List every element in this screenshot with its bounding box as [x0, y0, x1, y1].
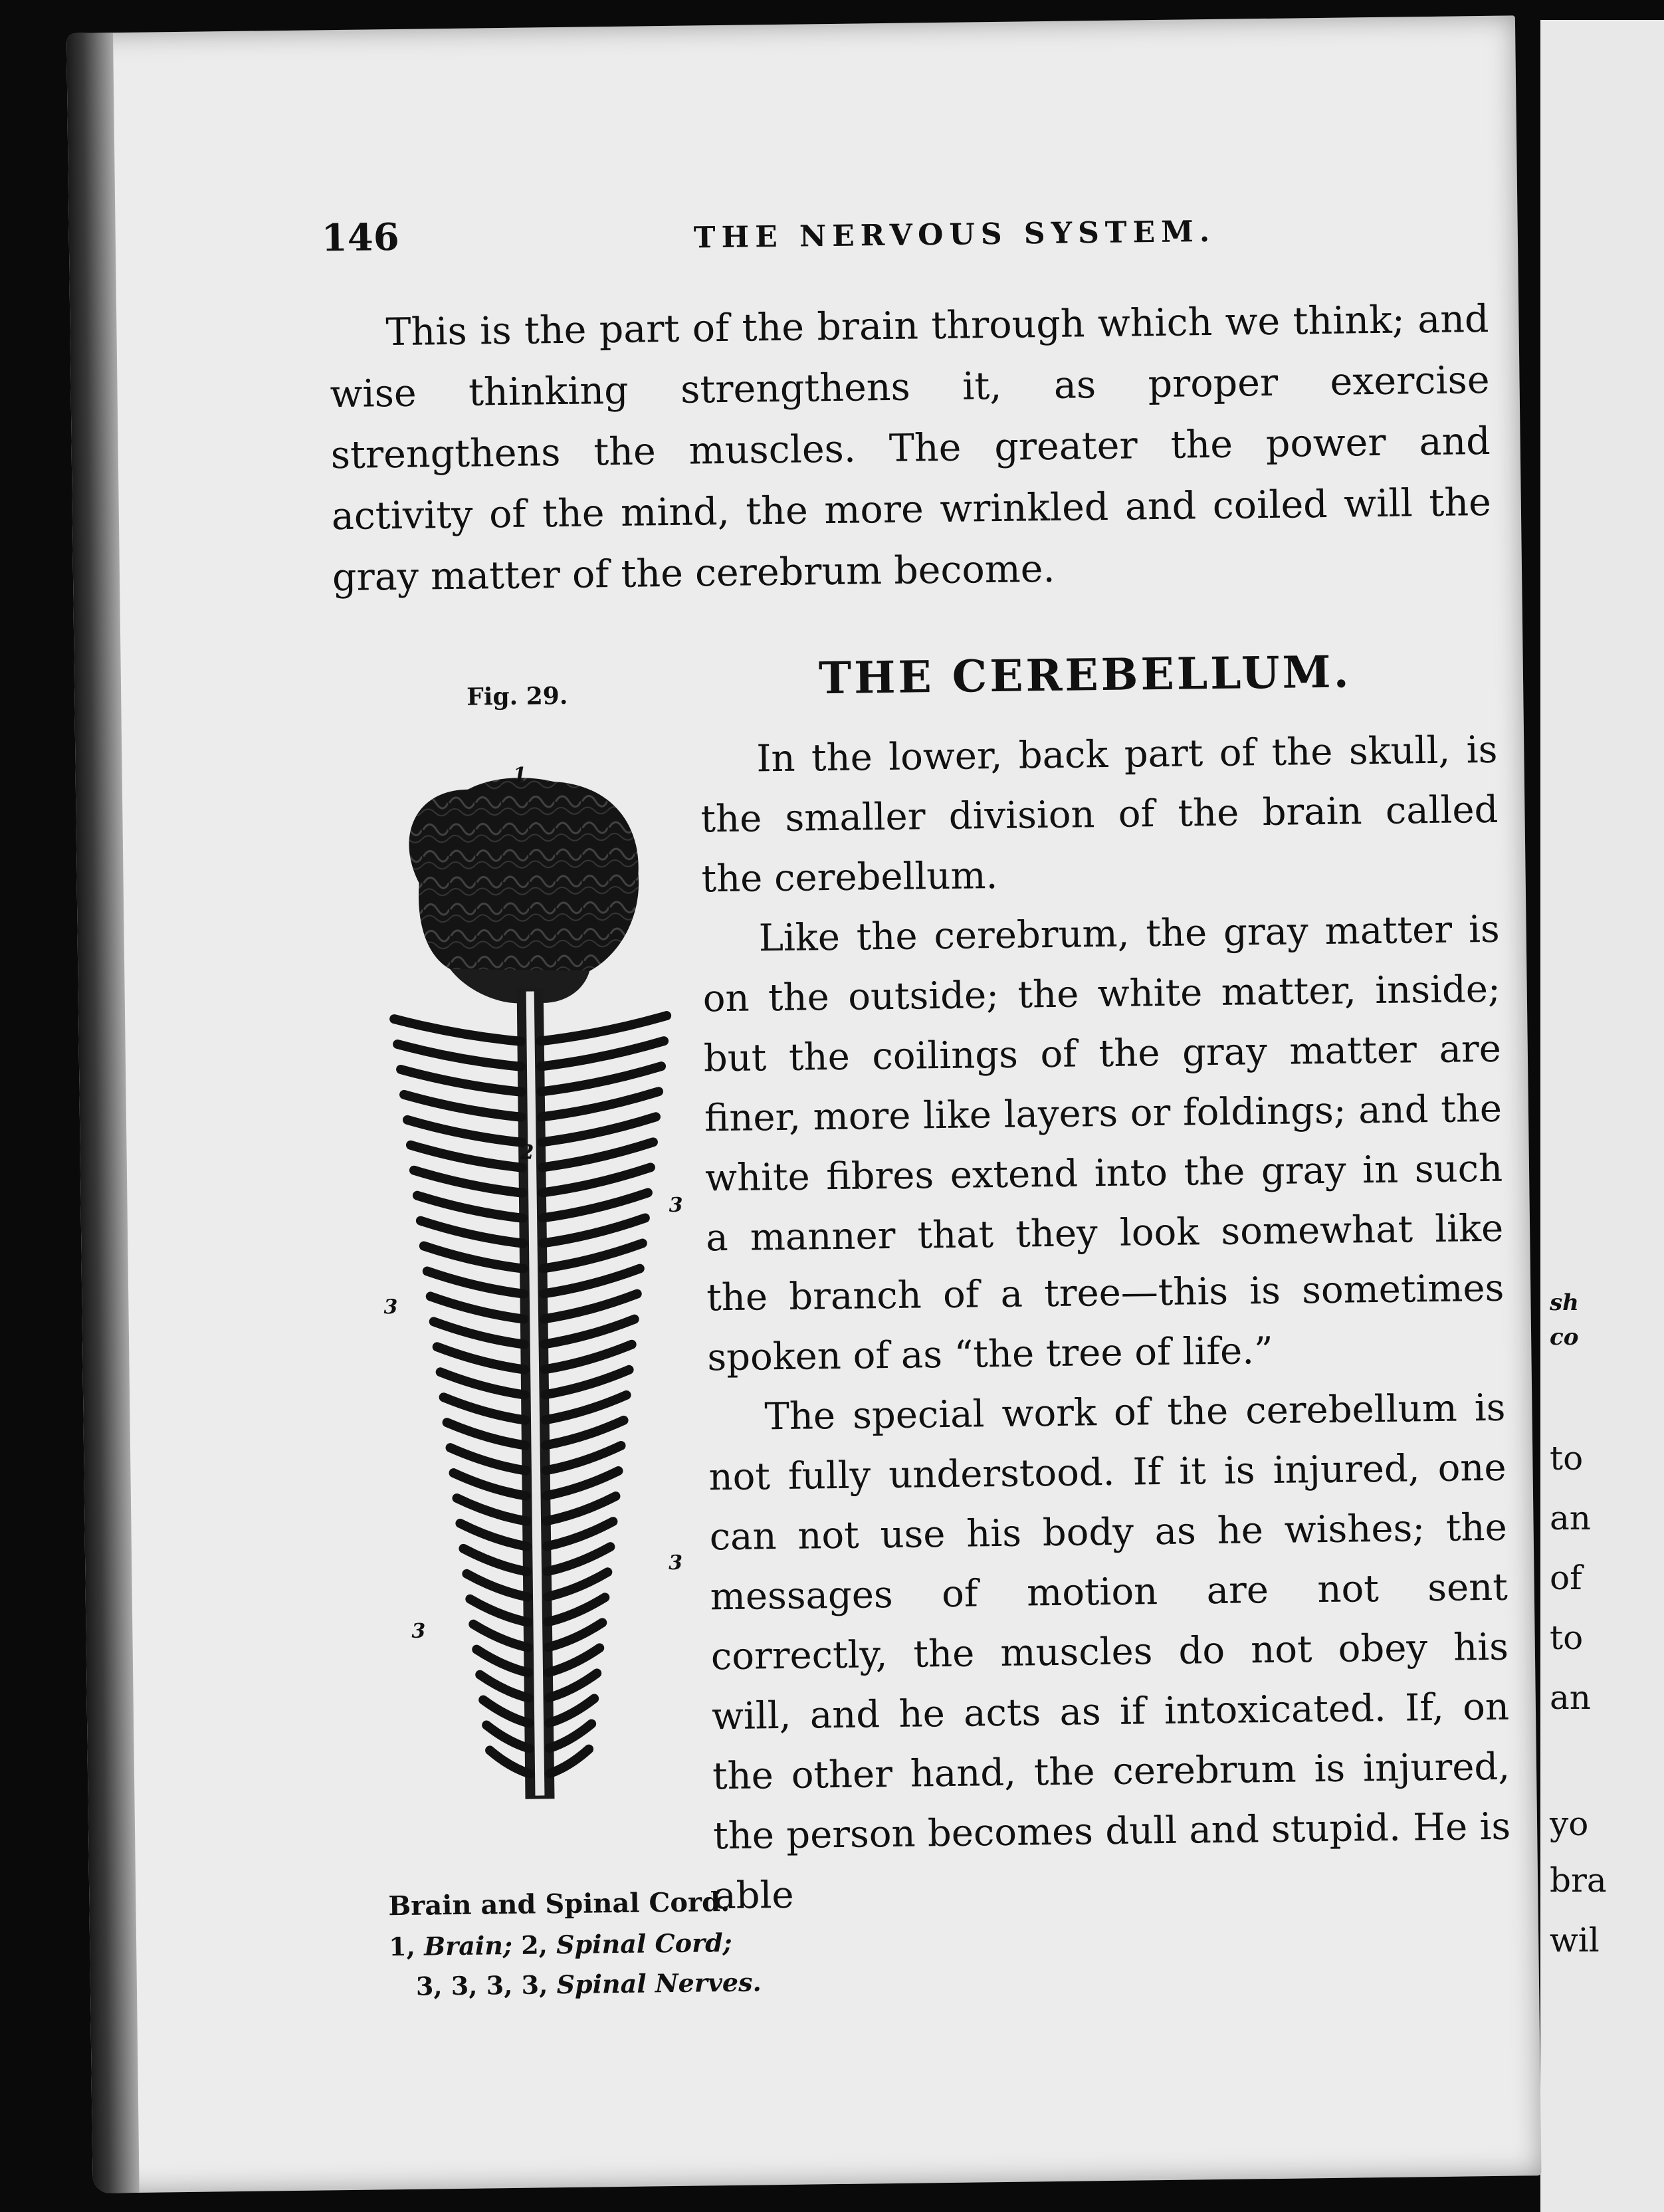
nerve-branch-right [544, 1319, 635, 1345]
nerve-branch-left [483, 1700, 529, 1724]
section-paragraph: In the lower, back part of the skull, is the smaller division of the brain called the cerebellum. [700, 728, 1499, 901]
adjacent-page-fragment: an [1550, 1499, 1592, 1537]
adjacent-page-fragment: to [1550, 1618, 1584, 1657]
nerve-branch-right [544, 1294, 637, 1319]
nerve-branch-right [548, 1622, 602, 1647]
adjacent-page-fragment: an [1550, 1678, 1592, 1717]
adjacent-page [1540, 20, 1664, 2212]
nerve-branch-left [441, 1371, 525, 1396]
nerve-branch-left [447, 1422, 526, 1446]
caption-number: 1, [388, 1931, 416, 1962]
nerve-branch-left [417, 1194, 523, 1220]
nerve-branch-left [460, 1523, 526, 1547]
adjacent-page-fragment: of [1550, 1559, 1582, 1597]
nerve-branch-right [542, 1167, 651, 1192]
nerve-branch-right [546, 1420, 624, 1445]
nerve-branch-right [548, 1597, 605, 1622]
nerve-branch-left [444, 1396, 526, 1421]
nerve-branch-right [544, 1269, 640, 1294]
nerve-branch-left [470, 1599, 528, 1623]
nerve-branch-right [542, 1142, 653, 1167]
nerve-branch-right [543, 1218, 645, 1243]
nerve-branch-left [463, 1548, 527, 1573]
nerve-branch-right [549, 1698, 595, 1723]
nerve-branch-right [546, 1521, 613, 1546]
adjacent-page-fragment: bra [1550, 1861, 1607, 1900]
figure-caption-line [416, 1967, 762, 2001]
figure-number-label: 2 [520, 1141, 534, 1164]
running-title: THE NERVOUS SYSTEM. [693, 214, 1216, 255]
adjacent-page-fragment: sh [1550, 1289, 1579, 1316]
section-paragraph: Like the cerebrum, the gray matter is on the outside; the white matter, inside; but the coilings of the gray matter are finer, more like layers or foldings; and the white fibres extend into the gray in such a manner that they look somewhat like the branch of a tree—this is sometimes spoken of as “the tree of life.” [702, 907, 1505, 1380]
nerve-branch-left [404, 1093, 522, 1119]
nerve-branch-left [437, 1346, 525, 1371]
nerve-branch-right [541, 1041, 665, 1066]
nerve-branch-right [542, 1117, 656, 1142]
caption-term: Brain; [423, 1930, 513, 1961]
nerve-branch-left [414, 1169, 522, 1194]
figure-number-label: 3 [669, 1193, 683, 1218]
nerve-branch-left [467, 1573, 527, 1598]
nerve-branch-right [547, 1572, 607, 1597]
nerve-branch-left [394, 1018, 520, 1043]
nerve-branch-left [454, 1472, 526, 1497]
brain-spinal-cord-figure [367, 760, 713, 1867]
nerve-branch-left [421, 1220, 523, 1245]
nerve-branch-right [541, 1066, 661, 1091]
nerve-branch-left [407, 1119, 522, 1144]
caption-number: 2, [520, 1930, 548, 1960]
caption-term: Spinal Cord; [556, 1927, 732, 1960]
nerve-branch-right [546, 1496, 616, 1521]
nerve-branch-left [451, 1447, 526, 1472]
nerve-branch-left [480, 1674, 528, 1699]
section-title: THE CEREBELLUM. [818, 645, 1352, 705]
caption-term: Spinal Nerves. [556, 1967, 762, 2000]
book-page [66, 15, 1542, 2193]
nerve-branch-left [401, 1068, 521, 1093]
figure-label: Fig. 29. [466, 681, 568, 711]
figure-number-label: 3 [668, 1551, 683, 1575]
nerve-branch-right [542, 1091, 659, 1117]
nerve-branch-right [547, 1547, 611, 1571]
nerve-branch-right [548, 1648, 600, 1672]
nerve-branch-left [457, 1497, 526, 1522]
nerve-branch-left [431, 1295, 524, 1321]
nerve-branch-right [545, 1395, 627, 1420]
nerve-branch-left [473, 1624, 528, 1648]
adjacent-page-fragment: yo [1550, 1805, 1589, 1843]
nerve-branch-right [548, 1673, 597, 1698]
nerve-branch-left [411, 1144, 522, 1169]
nerve-branch-right [543, 1244, 643, 1269]
figure-caption-title: Brain and Spinal Cord. [388, 1886, 730, 1922]
binding-edge [66, 33, 140, 2193]
nerve-branch-left [476, 1649, 528, 1674]
nerve-branch-right [546, 1446, 621, 1470]
figure-number-label: 3 [383, 1295, 398, 1319]
figure-caption-line [389, 1928, 732, 1961]
nerve-branch-left [490, 1750, 530, 1775]
nerve-branch-right [546, 1471, 618, 1495]
figure-number-label: 3 [411, 1619, 426, 1643]
nerve-branch-right [544, 1345, 632, 1370]
nerve-branch-left [434, 1321, 524, 1346]
nerve-branch-right [550, 1749, 589, 1774]
brain-spinal-cord-illustration [367, 760, 713, 1867]
adjacent-page-fragment: wil [1550, 1921, 1600, 1959]
caption-number: 3, 3, 3, 3, [415, 1969, 548, 2001]
nerve-branch-left [486, 1725, 529, 1749]
nerve-branch-left [424, 1245, 524, 1270]
section-paragraph: The special work of the cerebellum is not fully understood. If it is injured, one can not use his body as he wishes; the messages of motion are not sent correctly, the muscles do not obey his will, and he acts as if intoxicated. If, on the other hand, the cerebrum is injured, the person becomes dull and stupid. He is able [708, 1386, 1511, 1918]
nerve-branch-right [545, 1370, 629, 1395]
nerve-branch-right [540, 1016, 667, 1041]
figure-number-label: 1 [512, 763, 527, 787]
adjacent-page-fragment: co [1550, 1324, 1579, 1351]
nerve-branch-left [397, 1043, 521, 1068]
nerve-branch-right [542, 1192, 648, 1218]
adjacent-page-fragment: to [1550, 1439, 1584, 1478]
section-body [700, 720, 1512, 1927]
page-number: 146 [321, 215, 400, 261]
nerve-branch-right [549, 1724, 591, 1749]
intro-paragraph: This is the part of the brain through which we think; and wise thinking strengthens it, as proper exercise strengthens the muscles. The greater the power and activity of the mind, the more wrinkled and coiled will the gray matter of the cerebrum become. [330, 296, 1492, 600]
brain-drawing [408, 776, 640, 1004]
nerve-branch-left [427, 1270, 524, 1295]
running-head [321, 201, 1517, 261]
